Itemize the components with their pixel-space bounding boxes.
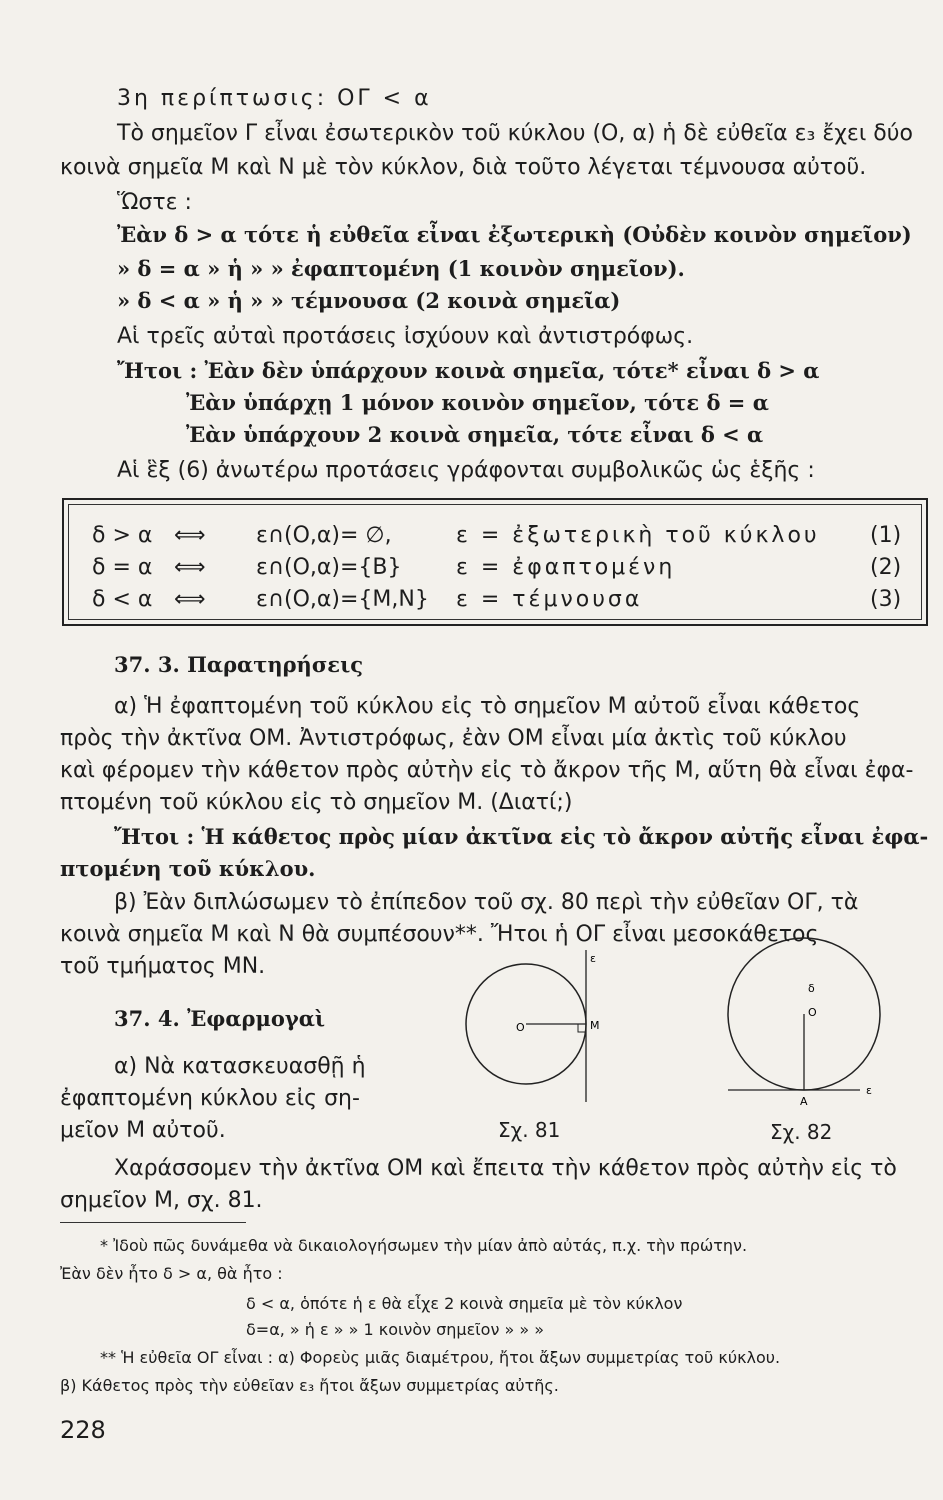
- footnote-1-line2: Ἐὰν δὲν ἦτο δ > α, θὰ ἦτο :: [60, 1264, 283, 1283]
- app-solution-line1: Χαράσσομεν τὴν ἀκτῖνα ΟΜ καὶ ἔπειτα τὴν κάθετον πρὸς αὐτὴν εἰς τὸ: [114, 1156, 897, 1181]
- converse-line-1: Ἤτοι : Ἐὰν δὲν ὑπάρχουν κοινὰ σημεῖα, τότε* εἶναι δ > α: [117, 358, 820, 383]
- figure-82: [720, 930, 920, 1110]
- case3-paragraph-line1: Τὸ σημεῖον Γ εἶναι ἐσωτερικὸν τοῦ κύκλου (Ο, α) ἡ δὲ εὐθεῖα ε₃ ἔχει δύο: [117, 121, 913, 146]
- section-37-3-title: 37. 3. Παρατηρήσεις: [114, 652, 364, 677]
- row3-arrow: ⟺: [174, 587, 206, 612]
- fig82-label-o: Ο: [808, 1006, 817, 1019]
- converse-statement: Αἱ τρεῖς αὐταὶ προτάσεις ἰσχύουν καὶ ἀντιστρόφως.: [117, 324, 694, 349]
- footnote-1-line4: δ=α, » ἡ ε » » 1 κοινὸν σημεῖον » » »: [246, 1320, 545, 1339]
- footnote-1-line1: * Ἰδοὺ πῶς δυνάμεθα νὰ δικαιολογήσωμεν τὴν μίαν ἀπὸ αὐτάς, π.χ. τὴν πρώτην.: [100, 1236, 748, 1255]
- obs-b-line1: β) Ἐὰν διπλώσωμεν τὸ ἐπίπεδον τοῦ σχ. 80 περὶ τὴν εὐθεῖαν ΟΓ, τὰ: [114, 890, 859, 915]
- figure-81: [462, 940, 602, 1120]
- row3-set: ε∩(Ο,α)={Μ,Ν}: [256, 587, 429, 612]
- row2-set: ε∩(Ο,α)={Β}: [256, 555, 402, 580]
- row1-arrow: ⟺: [174, 523, 206, 548]
- app-a-line1: α) Νὰ κατασκευασθῇ ἡ: [114, 1054, 366, 1079]
- so-label: Ὥστε :: [117, 190, 192, 215]
- footnote-rule: [60, 1222, 246, 1223]
- app-a-line2: ἐφαπτομένη κύκλου εἰς ση-: [60, 1086, 360, 1111]
- footnote-2-line2: β) Κάθετος πρὸς τὴν εὐθεῖαν ε₃ ἤτοι ἄξων συμμετρίας αὐτῆς.: [60, 1376, 559, 1395]
- fig81-right-angle: [578, 1024, 586, 1032]
- fig81-label-o: Ο: [516, 1021, 525, 1034]
- row3-condition: δ < α: [92, 587, 153, 612]
- emphasis-line1: Ἤτοι : Ἡ κάθετος πρὸς μίαν ἀκτῖνα εἰς τὸ ἄκρον αὐτῆς εἶναι ἐφα-: [114, 824, 929, 849]
- row1-description: ε = ἐξωτερικὴ τοῦ κύκλου: [456, 523, 820, 548]
- fig82-label-a: Α: [800, 1095, 808, 1108]
- row2-arrow: ⟺: [174, 555, 206, 580]
- obs-b-line2: κοινὰ σημεῖα Μ καὶ Ν θὰ συμπέσουν**. Ἤτοι ἡ ΟΓ εἶναι μεσοκάθετος: [60, 922, 819, 947]
- row3-number: (3): [870, 587, 902, 612]
- row1-number: (1): [870, 523, 902, 548]
- fig81-label-m: Μ: [590, 1019, 600, 1032]
- fig82-label-e: ε: [866, 1084, 872, 1097]
- obs-a-line4: πτομένη τοῦ κύκλου εἰς τὸ σημεῖον Μ. (Διατί;): [60, 790, 573, 815]
- converse-line-3: Ἐὰν ὑπάρχουν 2 κοινὰ σημεῖα, τότε εἶναι δ < α: [186, 422, 764, 447]
- fig82-label-d: δ: [808, 982, 815, 995]
- row2-number: (2): [870, 555, 902, 580]
- symbolic-box: [62, 498, 928, 626]
- symbolic-intro: Αἱ ἓξ (6) ἀνωτέρω προτάσεις γράφονται συμβολικῶς ὡς ἑξῆς :: [117, 458, 815, 483]
- obs-a-line3: καὶ φέρομεν τὴν κάθετον πρὸς αὐτὴν εἰς τὸ ἄκρον τῆς Μ, αὕτη θὰ εἶναι ἐφα-: [60, 758, 914, 783]
- fig81-label-e: ε: [590, 952, 596, 965]
- figure-82-caption: Σχ. 82: [770, 1120, 833, 1144]
- row2-description: ε = ἐφαπτομένη: [456, 555, 676, 580]
- converse-line-2: Ἐὰν ὑπάρχῃ 1 μόνον κοινὸν σημεῖον, τότε δ = α: [186, 390, 769, 415]
- obs-a-line1: α) Ἡ ἐφαπτομένη τοῦ κύκλου εἰς τὸ σημεῖον Μ αὐτοῦ εἶναι κάθετος: [114, 694, 861, 719]
- rule-line-3: » δ < α » ἡ » » τέμνουσα (2 κοινὰ σημεῖα): [117, 288, 621, 313]
- row1-condition: δ > α: [92, 523, 153, 548]
- figure-81-caption: Σχ. 81: [498, 1118, 561, 1142]
- case3-heading: 3η περίπτωσις: ΟΓ < α: [117, 86, 432, 111]
- rule-line-2: » δ = α » ἡ » » ἐφαπτομένη (1 κοινὸν σημεῖον).: [117, 256, 685, 281]
- page-number: 228: [60, 1416, 106, 1444]
- footnote-1-line3: δ < α, ὁπότε ἡ ε θὰ εἶχε 2 κοινὰ σημεῖα μὲ τὸν κύκλον: [246, 1294, 683, 1313]
- rule-line-1: Ἐὰν δ > α τότε ἡ εὐθεῖα εἶναι ἐξωτερικὴ (Οὐδὲν κοινὸν σημεῖον): [117, 222, 912, 247]
- row3-description: ε = τέμνουσα: [456, 587, 643, 612]
- app-solution-line2: σημεῖον Μ, σχ. 81.: [60, 1188, 263, 1213]
- row2-condition: δ = α: [92, 555, 153, 580]
- app-a-line3: μεῖον Μ αὐτοῦ.: [60, 1118, 226, 1143]
- section-37-4-title: 37. 4. Ἐφαρμογαὶ: [114, 1006, 326, 1031]
- row1-set: ε∩(Ο,α)= ∅,: [256, 523, 392, 548]
- obs-b-line3: τοῦ τμήματος ΜΝ.: [60, 954, 266, 979]
- obs-a-line2: πρὸς τὴν ἀκτῖνα ΟΜ. Ἀντιστρόφως, ἐὰν ΟΜ εἶναι μία ἀκτὶς τοῦ κύκλου: [60, 726, 847, 751]
- case3-paragraph-line2: κοινὰ σημεῖα Μ καὶ Ν μὲ τὸν κύκλον, διὰ τοῦτο λέγεται τέμνουσα αὐτοῦ.: [60, 155, 867, 180]
- emphasis-line2: πτομένη τοῦ κύκλου.: [60, 856, 316, 881]
- footnote-2-line1: ** Ἡ εὐθεῖα ΟΓ εἶναι : α) Φορεὺς μιᾶς διαμέτρου, ἤτοι ἄξων συμμετρίας τοῦ κύκλου.: [100, 1348, 781, 1367]
